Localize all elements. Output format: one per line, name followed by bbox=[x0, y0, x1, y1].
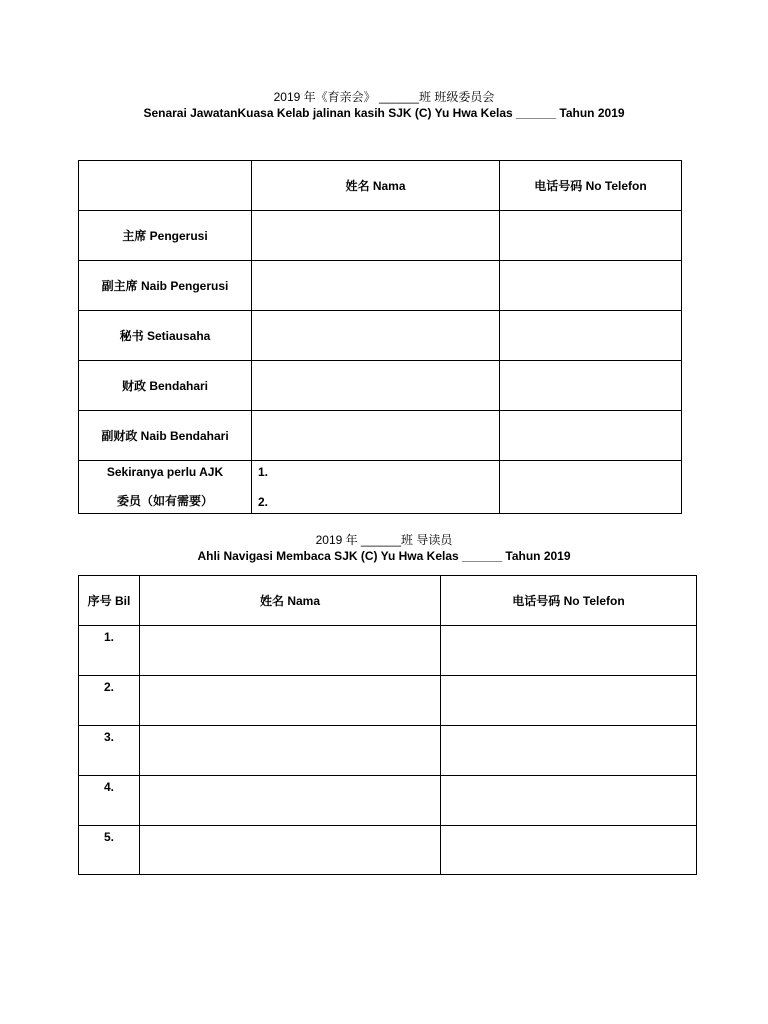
table-row bbox=[79, 626, 697, 676]
phone-cell[interactable] bbox=[500, 461, 682, 514]
committee-table bbox=[78, 160, 682, 514]
name-cell[interactable] bbox=[252, 361, 500, 411]
optional-ajk-number-2: 2. bbox=[258, 495, 269, 509]
row-number: 3. bbox=[79, 726, 140, 776]
phone-cell[interactable] bbox=[441, 626, 697, 676]
optional-ajk-label-malay: Sekiranya perlu AJK bbox=[106, 465, 224, 479]
name-cell[interactable] bbox=[252, 311, 500, 361]
table-row bbox=[79, 776, 697, 826]
phone-cell[interactable] bbox=[500, 261, 682, 311]
phone-cell[interactable] bbox=[441, 676, 697, 726]
name-cell[interactable] bbox=[140, 776, 441, 826]
committee-header-row bbox=[79, 161, 682, 211]
title-malay-committee: Senarai JawatanKuasa Kelab jalinan kasih SJK (C) Yu Hwa Kelas ______ Tahun 2019 bbox=[143, 106, 625, 120]
header-telefon: 电话号码 No Telefon bbox=[500, 161, 682, 211]
table-row bbox=[79, 311, 682, 361]
table-row bbox=[79, 211, 682, 261]
navigator-table bbox=[78, 575, 697, 875]
table-row bbox=[79, 411, 682, 461]
name-cell[interactable] bbox=[140, 726, 441, 776]
role-label-naib-pengerusi: 副主席 Naib Pengerusi bbox=[79, 261, 252, 311]
title-chinese-committee: 2019 年《育亲会》 ______班 班级委员会 bbox=[273, 90, 495, 104]
table-row bbox=[79, 726, 697, 776]
header-nama: 姓名 Nama bbox=[252, 161, 500, 211]
phone-cell[interactable] bbox=[500, 361, 682, 411]
role-label-setiausaha: 秘书 Setiausaha bbox=[79, 311, 252, 361]
role-label-bendahari: 财政 Bendahari bbox=[79, 361, 252, 411]
header-nama: 姓名 Nama bbox=[140, 576, 441, 626]
role-label-optional-ajk bbox=[79, 461, 252, 514]
name-cell[interactable] bbox=[252, 261, 500, 311]
title-chinese-navigator: 2019 年 ______班 导读员 bbox=[315, 533, 453, 547]
title-malay-navigator: Ahli Navigasi Membaca SJK (C) Yu Hwa Kelas ______ Tahun 2019 bbox=[197, 549, 571, 563]
role-label-pengerusi: 主席 Pengerusi bbox=[79, 211, 252, 261]
optional-ajk-label-chinese: 委员（如有需要） bbox=[116, 494, 213, 508]
name-cell[interactable] bbox=[140, 676, 441, 726]
name-cell[interactable] bbox=[252, 411, 500, 461]
role-label-naib-bendahari: 副财政 Naib Bendahari bbox=[79, 411, 252, 461]
phone-cell[interactable] bbox=[441, 826, 697, 875]
phone-cell[interactable] bbox=[500, 411, 682, 461]
table-row bbox=[79, 826, 697, 875]
optional-ajk-number-1: 1. bbox=[258, 465, 269, 479]
phone-cell[interactable] bbox=[441, 726, 697, 776]
header-empty-cell bbox=[79, 161, 252, 211]
phone-cell[interactable] bbox=[500, 311, 682, 361]
row-number: 4. bbox=[79, 776, 140, 826]
navigator-header-row bbox=[79, 576, 697, 626]
phone-cell[interactable] bbox=[500, 211, 682, 261]
name-cell[interactable] bbox=[252, 211, 500, 261]
table-row-optional-ajk bbox=[79, 461, 682, 514]
name-cell[interactable] bbox=[140, 626, 441, 676]
row-number: 2. bbox=[79, 676, 140, 726]
table-row bbox=[79, 261, 682, 311]
row-number: 1. bbox=[79, 626, 140, 676]
name-cell[interactable] bbox=[252, 461, 500, 514]
table-row bbox=[79, 676, 697, 726]
header-telefon: 电话号码 No Telefon bbox=[441, 576, 697, 626]
row-number: 5. bbox=[79, 826, 140, 875]
header-bil: 序号 Bil bbox=[79, 576, 140, 626]
phone-cell[interactable] bbox=[441, 776, 697, 826]
table-row bbox=[79, 361, 682, 411]
name-cell[interactable] bbox=[140, 826, 441, 875]
